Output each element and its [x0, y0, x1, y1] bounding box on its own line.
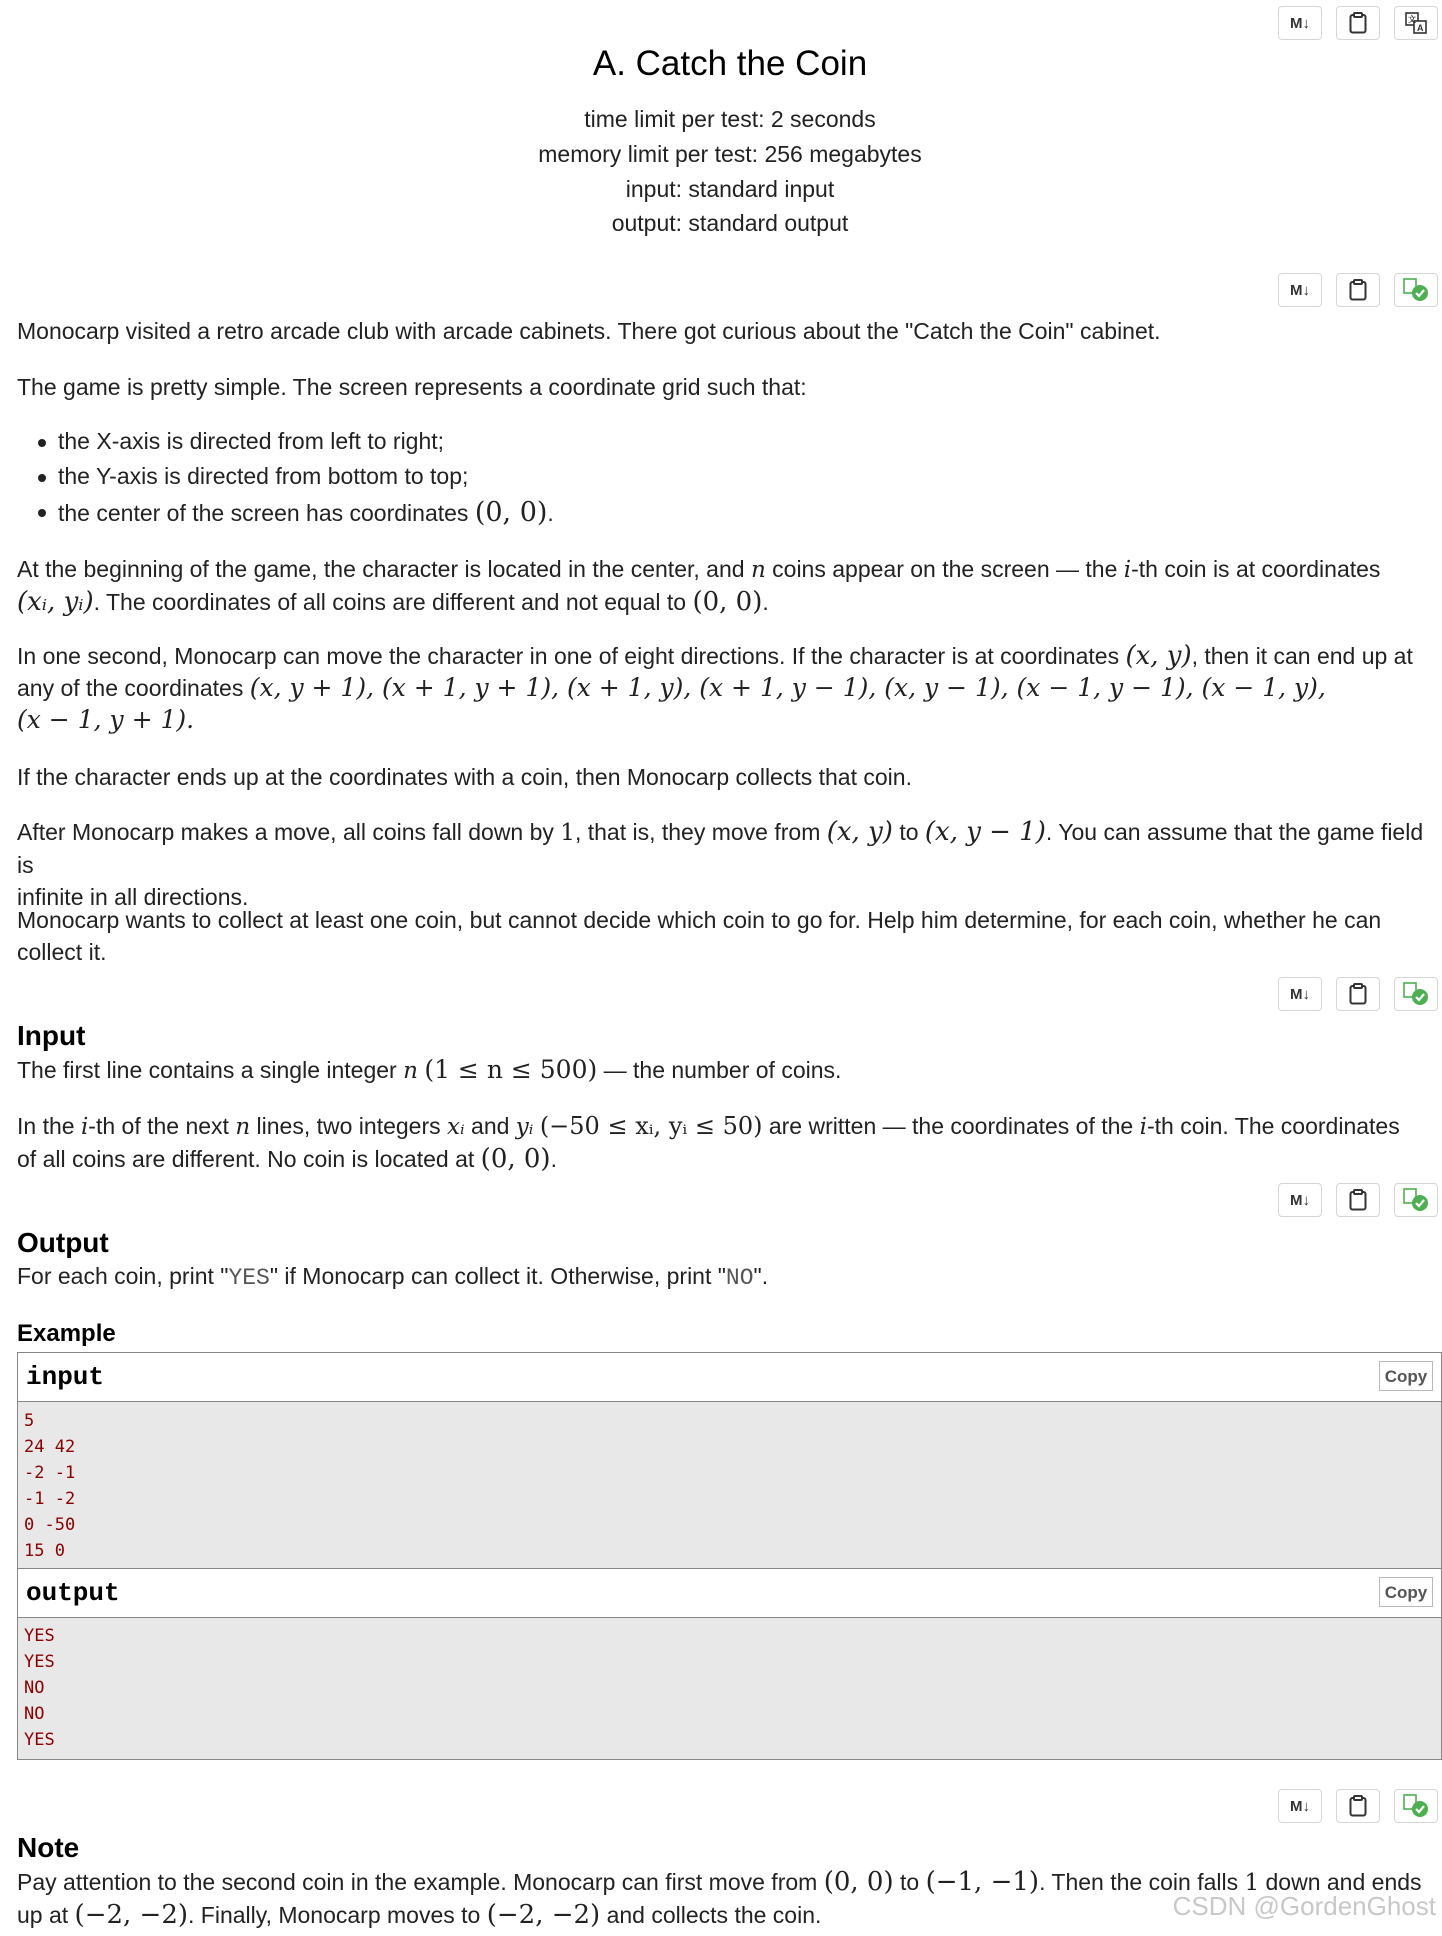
translate-check-icon	[1402, 1793, 1430, 1819]
output-section-title: Output	[17, 1227, 109, 1258]
markdown-button[interactable]	[1278, 1183, 1322, 1217]
translate-button[interactable]	[1394, 6, 1438, 40]
input-line: 24 42	[24, 1437, 76, 1457]
example-output-body	[18, 1618, 1441, 1759]
input-line-2: In the i-th of the next n lines, two integers xᵢ and yᵢ (−50 ≤ xᵢ, yᵢ ≤ 50) are written — the coordinates of the i-th coin. The coordinates of all coins are different. No coin is located at (0, 0).	[17, 1112, 1400, 1174]
input-line: -1 -2	[24, 1489, 76, 1509]
markdown-button[interactable]	[1278, 273, 1322, 307]
example-input-header	[18, 1353, 1441, 1402]
bullet-item: the center of the screen has coordinates (0, 0).	[58, 497, 554, 528]
translate-done-button[interactable]	[1394, 1183, 1438, 1217]
note-text: Pay attention to the second coin in the example. Monocarp can first move from (0, 0) to (−1, −1). Then the coin falls 1 down and ends up at (−2, −2). Finally, Monocarp moves to (−2, −2) and collects the coin.	[17, 1867, 1422, 1930]
input-type: input: standard input	[625, 176, 835, 202]
watermark: CSDN @GordenGhost	[1172, 1891, 1436, 1921]
example-input-body	[18, 1402, 1441, 1569]
translate-check-icon	[1402, 277, 1430, 303]
bullet-item: the X-axis is directed from left to right;	[58, 428, 445, 454]
copy-clipboard-button[interactable]	[1336, 977, 1380, 1011]
statement-p4: In one second, Monocarp can move the character in one of eight directions. If the character is at coordinates (x, y), then it can end up at any of the coordinates (x, y + 1), (x + 1, y + 1), (x + 1, y), (x + 1, y − 1), (x, y − 1), (x − 1, y − 1), (x − 1, y), (x − 1, y + 1).	[17, 641, 1413, 734]
bullet-dot	[38, 439, 46, 447]
copy-clipboard-button[interactable]	[1336, 273, 1380, 307]
markdown-button[interactable]	[1278, 6, 1322, 40]
output-line: YES	[24, 1652, 55, 1672]
input-line-1: The first line contains a single integer n (1 ≤ n ≤ 500) — the number of coins.	[17, 1055, 842, 1084]
markdown-icon: M↓	[1290, 1191, 1310, 1209]
input-line: 5	[24, 1411, 35, 1431]
output-line: NO	[24, 1704, 45, 1724]
example-input-box	[17, 1352, 1442, 1570]
output-line: YES	[24, 1626, 55, 1646]
output-description: For each coin, print "YES" if Monocarp can collect it. Otherwise, print "NO".	[17, 1263, 769, 1291]
input-line: 0 -50	[24, 1515, 76, 1535]
input-section-title: Input	[17, 1020, 86, 1051]
note-section-title: Note	[17, 1832, 80, 1863]
clipboard-icon	[1349, 1189, 1367, 1211]
clipboard-icon	[1349, 983, 1367, 1005]
note-toolbar	[1278, 1789, 1438, 1823]
input-toolbar	[1278, 977, 1438, 1011]
output-toolbar	[1278, 1183, 1438, 1217]
svg-text:文: 文	[1408, 15, 1416, 24]
header-toolbar	[1278, 6, 1438, 40]
statement-p7: Monocarp wants to collect at least one coin, but cannot decide which coin to go for. Help him determine, for each coin, whether he can collect it.	[17, 907, 1382, 965]
translate-done-button[interactable]	[1394, 977, 1438, 1011]
input-line: -2 -1	[24, 1463, 76, 1483]
statement-p6: After Monocarp makes a move, all coins fall down by 1, that is, they move from (x, y) to (x, y − 1). You can assume that the game field is infinite in all directions.	[17, 817, 1424, 910]
translate-icon	[1404, 11, 1428, 35]
bullet-dot	[38, 474, 46, 482]
example-output-label: output	[26, 1578, 120, 1608]
clipboard-icon	[1349, 12, 1367, 34]
output-line: YES	[24, 1730, 55, 1750]
output-line: NO	[24, 1678, 45, 1698]
statement-p2: The game is pretty simple. The screen represents a coordinate grid such that:	[17, 374, 807, 400]
markdown-icon: M↓	[1290, 281, 1310, 299]
markdown-button[interactable]	[1278, 977, 1322, 1011]
translate-check-icon	[1402, 981, 1430, 1007]
markdown-icon: M↓	[1290, 14, 1310, 32]
time-limit: time limit per test: 2 seconds	[584, 106, 876, 132]
bullet-item: the Y-axis is directed from bottom to top;	[58, 463, 469, 489]
copy-clipboard-button[interactable]	[1336, 6, 1380, 40]
translate-done-button[interactable]	[1394, 1789, 1438, 1823]
example-output-header	[18, 1569, 1441, 1618]
statement-toolbar	[1278, 273, 1438, 307]
svg-text:A: A	[1417, 23, 1424, 33]
example-output-box	[17, 1568, 1442, 1760]
clipboard-icon	[1349, 1795, 1367, 1817]
clipboard-icon	[1349, 279, 1367, 301]
markdown-icon: M↓	[1290, 985, 1310, 1003]
copy-input-button[interactable]: Copy	[1379, 1361, 1433, 1391]
markdown-button[interactable]	[1278, 1789, 1322, 1823]
translate-check-icon	[1402, 1187, 1430, 1213]
statement-p3: At the beginning of the game, the character is located in the center, and n coins appear on the screen — the i-th coin is at coordinates (xᵢ, yᵢ). The coordinates of all coins are different and not equal to (0, 0).	[17, 556, 1381, 617]
statement-p5: If the character ends up at the coordinates with a coin, then Monocarp collects that coin.	[17, 764, 912, 790]
output-type: output: standard output	[611, 210, 849, 236]
statement-p1: Monocarp visited a retro arcade club with arcade cabinets. There got curious about the "Catch the Coin" cabinet.	[17, 318, 1161, 344]
translate-done-button[interactable]	[1394, 273, 1438, 307]
problem-title: A. Catch the Coin	[592, 44, 868, 83]
example-input-label: input	[26, 1362, 105, 1392]
copy-clipboard-button[interactable]	[1336, 1789, 1380, 1823]
example-label: Example	[17, 1320, 116, 1347]
copy-output-button[interactable]: Copy	[1379, 1577, 1433, 1607]
memory-limit: memory limit per test: 256 megabytes	[538, 141, 922, 167]
bullet-dot	[38, 509, 46, 517]
input-line: 15 0	[24, 1541, 65, 1561]
copy-clipboard-button[interactable]	[1336, 1183, 1380, 1217]
markdown-icon: M↓	[1290, 1797, 1310, 1815]
